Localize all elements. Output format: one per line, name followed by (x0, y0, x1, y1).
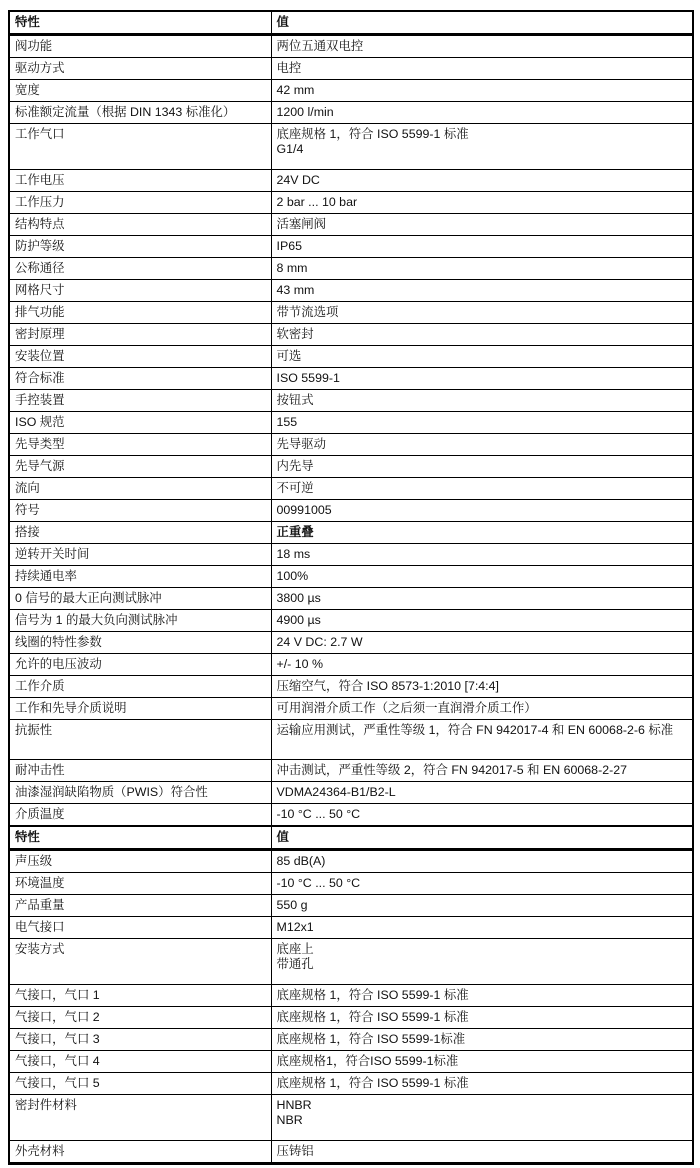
value-line: 3800 µs (276, 591, 321, 605)
value-cell (271, 985, 693, 1007)
value-cell (271, 1029, 693, 1051)
table-row (9, 850, 693, 873)
value-line: 底座规格 1，符合 ISO 5599-1 标准 (276, 127, 469, 141)
value-cell (271, 873, 693, 895)
table-row (9, 500, 693, 522)
property-cell: 声压级 (9, 850, 271, 873)
value-line: IP65 (276, 239, 302, 253)
property-cell: 气接口，气口 5 (9, 1073, 271, 1095)
value-line: 8 mm (276, 261, 308, 275)
value-cell (271, 1051, 693, 1073)
value-cell (271, 434, 693, 456)
value-line: 正重叠 (276, 525, 314, 539)
value-cell (271, 1095, 693, 1141)
table-row (9, 632, 693, 654)
property-cell: 产品重量 (9, 895, 271, 917)
property-cell: 油漆湿润缺陷物质（PWIS）符合性 (9, 782, 271, 804)
table-row (9, 654, 693, 676)
table-row (9, 544, 693, 566)
property-cell: 持续通电率 (9, 566, 271, 588)
value-cell (271, 35, 693, 58)
table-row (9, 412, 693, 434)
value-line: 2 bar ... 10 bar (276, 195, 358, 209)
property-cell: 先导气源 (9, 456, 271, 478)
value-cell (271, 80, 693, 102)
table-row (9, 434, 693, 456)
value-line: 电控 (276, 61, 302, 75)
property-cell: 气接口，气口 3 (9, 1029, 271, 1051)
value-cell (271, 1141, 693, 1164)
value-cell (271, 544, 693, 566)
value-line: 24V DC (276, 173, 320, 187)
value-line: 内先导 (276, 459, 314, 473)
value-cell (271, 895, 693, 917)
table-row (9, 720, 693, 760)
value-line: 带通孔 (276, 957, 314, 971)
value-cell (271, 346, 693, 368)
value-line: G1/4 (276, 142, 304, 156)
value-line: 155 (276, 415, 298, 429)
property-cell: 耐冲击性 (9, 760, 271, 782)
property-cell: 环境温度 (9, 873, 271, 895)
value-cell (271, 588, 693, 610)
value-line: 18 ms (276, 547, 311, 561)
value-cell (271, 368, 693, 390)
value-cell (271, 610, 693, 632)
property-cell: 手控装置 (9, 390, 271, 412)
property-cell: 结构特点 (9, 214, 271, 236)
value-line: 软密封 (276, 327, 314, 341)
table-row (9, 895, 693, 917)
property-cell: 宽度 (9, 80, 271, 102)
value-cell (271, 478, 693, 500)
value-cell (271, 522, 693, 544)
value-line: HNBR (276, 1098, 312, 1112)
value-cell (271, 412, 693, 434)
table-row (9, 192, 693, 214)
table-row (9, 258, 693, 280)
value-line: 00991005 (276, 503, 332, 517)
property-cell: 气接口，气口 4 (9, 1051, 271, 1073)
table-row (9, 456, 693, 478)
value-cell (271, 850, 693, 873)
table-row (9, 804, 693, 827)
property-cell: 安装方式 (9, 939, 271, 985)
property-cell: 公称通径 (9, 258, 271, 280)
table-row (9, 985, 693, 1007)
value-line: 550 g (276, 898, 308, 912)
table-row (9, 760, 693, 782)
value-cell (271, 1007, 693, 1029)
property-cell: 网格尺寸 (9, 280, 271, 302)
value-line: 底座上 (276, 942, 314, 956)
value-line: 底座规格 1，符合 ISO 5599-1 标准 (276, 1076, 469, 1090)
value-cell (271, 192, 693, 214)
property-cell: 密封件材料 (9, 1095, 271, 1141)
property-cell: 气接口，气口 2 (9, 1007, 271, 1029)
value-line: M12x1 (276, 920, 314, 934)
property-cell: 工作气口 (9, 124, 271, 170)
property-cell: 线圈的特性参数 (9, 632, 271, 654)
property-cell: 阀功能 (9, 35, 271, 58)
value-cell (271, 324, 693, 346)
table-row (9, 80, 693, 102)
value-line: 85 dB(A) (276, 854, 326, 868)
value-line: 带节流选项 (276, 305, 339, 319)
value-cell (271, 676, 693, 698)
table-row (9, 610, 693, 632)
value-cell (271, 782, 693, 804)
value-line: 先导驱动 (276, 437, 327, 451)
table-row (9, 170, 693, 192)
table-row (9, 1073, 693, 1095)
header-property-cell: 特性 (9, 826, 271, 850)
property-cell: 允许的电压波动 (9, 654, 271, 676)
value-line: 100% (276, 569, 309, 583)
value-line: 运输应用测试，严重性等级 1，符合 FN 942017-4 和 EN 60068-2-6 标准 (276, 723, 674, 737)
table-row (9, 214, 693, 236)
property-cell: 抗振性 (9, 720, 271, 760)
value-line: 24 V DC: 2.7 W (276, 635, 363, 649)
value-cell (271, 456, 693, 478)
table-row (9, 478, 693, 500)
value-line: -10 °C ... 50 °C (276, 876, 361, 890)
property-cell: 符合标准 (9, 368, 271, 390)
value-cell (271, 302, 693, 324)
property-cell: 气接口，气口 1 (9, 985, 271, 1007)
value-cell (271, 258, 693, 280)
table-row (9, 1141, 693, 1164)
value-line: 按钮式 (276, 393, 314, 407)
header-value-cell: 值 (271, 826, 693, 850)
property-cell: 介质温度 (9, 804, 271, 827)
section-header-row (9, 11, 693, 35)
table-row (9, 1007, 693, 1029)
value-line: 不可逆 (276, 481, 314, 495)
value-cell (271, 124, 693, 170)
value-cell (271, 632, 693, 654)
property-cell: 电气接口 (9, 917, 271, 939)
table-row (9, 102, 693, 124)
table-row (9, 124, 693, 170)
table-row (9, 522, 693, 544)
section-header-row (9, 826, 693, 850)
property-cell: 先导类型 (9, 434, 271, 456)
value-cell (271, 102, 693, 124)
table-row (9, 782, 693, 804)
value-cell (271, 917, 693, 939)
table-row (9, 390, 693, 412)
value-cell (271, 500, 693, 522)
value-cell (271, 939, 693, 985)
table-row (9, 324, 693, 346)
value-line: ISO 5599-1 (276, 371, 340, 385)
property-cell: 0 信号的最大正向测试脉冲 (9, 588, 271, 610)
table-row (9, 588, 693, 610)
value-line: 压铸铝 (276, 1144, 314, 1158)
value-line: -10 °C ... 50 °C (276, 807, 361, 821)
value-cell (271, 390, 693, 412)
table-row (9, 566, 693, 588)
spec-table-body (9, 11, 693, 1164)
value-cell (271, 566, 693, 588)
property-cell: 安装位置 (9, 346, 271, 368)
value-line: 底座规格 1，符合 ISO 5599-1 标准 (276, 1010, 469, 1024)
value-line: VDMA24364-B1/B2-L (276, 785, 396, 799)
spec-table (8, 10, 694, 1165)
property-cell: 标准额定流量（根据 DIN 1343 标准化） (9, 102, 271, 124)
table-row (9, 280, 693, 302)
table-row (9, 917, 693, 939)
table-row (9, 236, 693, 258)
table-row (9, 698, 693, 720)
value-cell (271, 804, 693, 827)
value-line: NBR (276, 1113, 303, 1127)
property-cell: 工作介质 (9, 676, 271, 698)
value-cell (271, 760, 693, 782)
value-line: 43 mm (276, 283, 315, 297)
table-row (9, 346, 693, 368)
value-cell (271, 170, 693, 192)
table-row (9, 1095, 693, 1141)
value-cell (271, 58, 693, 80)
property-cell: 排气功能 (9, 302, 271, 324)
value-cell (271, 720, 693, 760)
value-line: 活塞闸阀 (276, 217, 327, 231)
property-cell: 搭接 (9, 522, 271, 544)
value-line: 冲击测试，严重性等级 2，符合 FN 942017-5 和 EN 60068-2-27 (276, 763, 627, 777)
table-row (9, 676, 693, 698)
property-cell: 驱动方式 (9, 58, 271, 80)
value-line: 底座规格1，符合ISO 5599-1标准 (276, 1054, 459, 1068)
property-cell: 密封原理 (9, 324, 271, 346)
property-cell: 信号为 1 的最大负向测试脉冲 (9, 610, 271, 632)
table-row (9, 1051, 693, 1073)
property-cell: 工作电压 (9, 170, 271, 192)
value-line: 底座规格 1，符合 ISO 5599-1标准 (276, 1032, 466, 1046)
value-line: 底座规格 1，符合 ISO 5599-1 标准 (276, 988, 469, 1002)
value-line: 两位五通双电控 (276, 39, 364, 53)
property-cell: 外壳材料 (9, 1141, 271, 1164)
table-row (9, 1029, 693, 1051)
table-row (9, 873, 693, 895)
property-cell: 逆转开关时间 (9, 544, 271, 566)
value-cell (271, 654, 693, 676)
value-cell (271, 280, 693, 302)
property-cell: 流向 (9, 478, 271, 500)
property-cell: 工作压力 (9, 192, 271, 214)
value-cell (271, 236, 693, 258)
value-line: 可选 (276, 349, 302, 363)
table-row (9, 939, 693, 985)
table-row (9, 302, 693, 324)
value-line: 可用润滑介质工作（之后须一直润滑介质工作） (276, 701, 537, 715)
header-value-cell: 值 (271, 11, 693, 35)
value-line: 压缩空气，符合 ISO 8573-1:2010 [7:4:4] (276, 679, 499, 693)
property-cell: 工作和先导介质说明 (9, 698, 271, 720)
value-line: +/- 10 % (276, 657, 323, 671)
value-line: 42 mm (276, 83, 315, 97)
table-row (9, 35, 693, 58)
value-line: 1200 l/min (276, 105, 334, 119)
header-property-cell: 特性 (9, 11, 271, 35)
property-cell: 防护等级 (9, 236, 271, 258)
value-line: 4900 µs (276, 613, 321, 627)
value-cell (271, 1073, 693, 1095)
property-cell: ISO 规范 (9, 412, 271, 434)
table-row (9, 58, 693, 80)
value-cell (271, 214, 693, 236)
value-cell (271, 698, 693, 720)
property-cell: 符号 (9, 500, 271, 522)
table-row (9, 368, 693, 390)
